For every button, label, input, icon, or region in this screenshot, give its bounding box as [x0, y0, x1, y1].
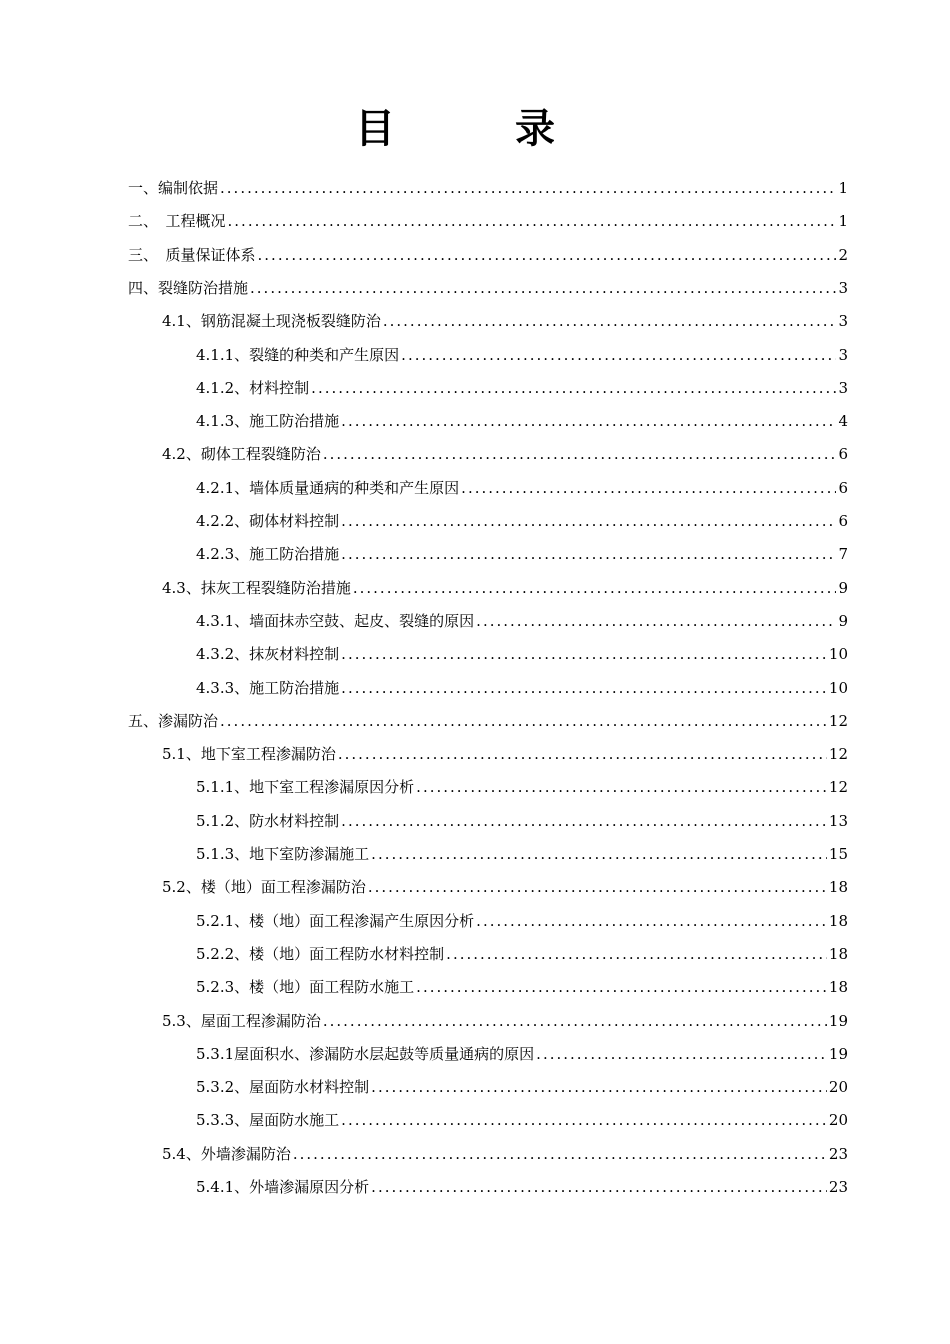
toc-entry-page-number: 7 [838, 545, 848, 564]
toc-entry[interactable] [196, 376, 848, 400]
toc-entry-page-number: 18 [828, 911, 848, 930]
toc-entry[interactable] [196, 642, 848, 666]
toc-entry[interactable] [162, 742, 848, 766]
toc-entry-label: 5.1、地下室工程渗漏防治 [162, 745, 336, 764]
toc-entry[interactable] [128, 276, 848, 300]
toc-entry-label: 5.3.1屋面积水、渗漏防水层起鼓等质量通病的原因 [196, 1044, 535, 1063]
toc-leader-dots [341, 509, 836, 533]
toc-entry[interactable] [128, 709, 848, 733]
toc-entry-label: 4.3.3、施工防治措施 [196, 678, 340, 697]
toc-entry-label: 4.3.2、抹灰材料控制 [196, 645, 340, 664]
toc-entry-label: 4.2、砌体工程裂缝防治 [162, 445, 321, 464]
toc-entry-label: 5.3.2、屋面防水材料控制 [196, 1078, 370, 1097]
toc-entry-label: 4.3、抹灰工程裂缝防治措施 [162, 578, 351, 597]
toc-entry-label: 5.2.3、楼（地）面工程防水施工 [196, 978, 415, 997]
toc-leader-dots [323, 442, 837, 466]
toc-entry[interactable] [162, 1142, 848, 1166]
toc-entry-page-number: 13 [828, 811, 848, 830]
toc-leader-dots [341, 642, 827, 666]
toc-entry-page-number: 23 [828, 1144, 848, 1163]
toc-entry-label: 5.3.3、屋面防水施工 [196, 1111, 340, 1130]
toc-entry-label: 5.1.1、地下室工程渗漏原因分析 [196, 778, 415, 797]
toc-leader-dots [416, 775, 827, 799]
toc-entry[interactable] [128, 176, 848, 200]
toc-entry[interactable] [128, 243, 848, 267]
toc-entry-page-number: 20 [828, 1111, 848, 1130]
toc-leader-dots [341, 542, 836, 566]
toc-entry[interactable] [196, 1042, 848, 1066]
toc-leader-dots [293, 1142, 827, 1166]
toc-leader-dots [476, 609, 836, 633]
toc-entry-label: 4.1.3、施工防治措施 [196, 412, 340, 431]
toc-leader-dots [338, 742, 827, 766]
toc-entry[interactable] [196, 609, 848, 633]
toc-leader-dots [371, 1175, 827, 1199]
toc-entry-label: 二、 工程概况 [128, 212, 226, 231]
toc-entry-label: 5.1.2、防水材料控制 [196, 811, 340, 830]
toc-entry-page-number: 12 [828, 745, 848, 764]
toc-leader-dots [323, 1009, 827, 1033]
toc-entry-page-number: 6 [838, 512, 848, 530]
toc-leader-dots [476, 909, 827, 933]
toc-entry-page-number: 15 [828, 845, 848, 863]
toc-entry[interactable] [196, 409, 848, 433]
toc-entry-label: 4.2.2、砌体材料控制 [196, 512, 340, 530]
toc-entry-label: 4.3.1、墙面抹赤空鼓、起皮、裂缝的原因 [196, 611, 475, 630]
toc-entry-label: 4.1、钢筋混凝土现浇板裂缝防治 [162, 312, 381, 331]
toc-entry-page-number: 18 [828, 878, 848, 897]
toc-entry-label: 5.3、屋面工程渗漏防治 [162, 1011, 321, 1030]
toc-entry-page-number: 6 [838, 478, 848, 497]
toc-leader-dots [250, 276, 836, 300]
toc-entry-label: 五、渗漏防治 [128, 711, 219, 730]
toc-entry-label: 三、 质量保证体系 [128, 245, 256, 264]
toc-entry[interactable] [196, 1075, 848, 1099]
toc-entry[interactable] [162, 442, 848, 466]
toc-entry-label: 5.4、外墙渗漏防治 [162, 1144, 291, 1163]
toc-entry[interactable] [162, 875, 848, 899]
toc-entry[interactable] [196, 975, 848, 999]
toc-entry-label: 5.4.1、外墙渗漏原因分析 [196, 1178, 370, 1196]
toc-entry[interactable] [196, 676, 848, 700]
toc-entry[interactable] [196, 343, 848, 367]
toc-entry-label: 5.1.3、地下室防渗漏施工 [196, 845, 370, 863]
toc-entry-page-number: 20 [828, 1078, 848, 1097]
page-title: 目 录 [355, 105, 595, 152]
toc-entry-page-number: 18 [828, 978, 848, 997]
toc-entry-page-number: 19 [828, 1011, 848, 1030]
toc-entry[interactable] [196, 842, 848, 866]
toc-leader-dots [311, 376, 836, 400]
toc-entry[interactable] [196, 909, 848, 933]
toc-entry[interactable] [162, 309, 848, 333]
toc-entry[interactable] [196, 1175, 848, 1199]
toc-entry-page-number: 2 [838, 245, 848, 264]
toc-entry[interactable] [196, 809, 848, 833]
toc-entry-page-number: 12 [828, 711, 848, 730]
toc-entry[interactable] [196, 509, 848, 533]
toc-entry-page-number: 4 [838, 412, 848, 431]
toc-entry[interactable] [196, 476, 848, 500]
toc-entry[interactable] [196, 942, 848, 966]
toc-entry-label: 5.2.1、楼（地）面工程渗漏产生原因分析 [196, 911, 475, 930]
toc-leader-dots [461, 476, 836, 500]
toc-leader-dots [368, 875, 827, 899]
toc-entry[interactable] [162, 1009, 848, 1033]
toc-entry-label: 4.1.1、裂缝的种类和产生原因 [196, 345, 400, 364]
toc-leader-dots [536, 1042, 827, 1066]
toc-leader-dots [353, 576, 837, 600]
toc-entry-label: 5.2.2、楼（地）面工程防水材料控制 [196, 944, 445, 963]
toc-entry[interactable] [162, 576, 848, 600]
toc-entry-page-number: 18 [828, 944, 848, 963]
toc-leader-dots [341, 676, 827, 700]
toc-entry-label: 4.2.1、墙体质量通病的种类和产生原因 [196, 478, 460, 497]
toc-entry[interactable] [196, 775, 848, 799]
toc-leader-dots [371, 842, 827, 866]
toc-leader-dots [220, 709, 827, 733]
toc-entry-page-number: 3 [838, 345, 848, 364]
toc-entry-page-number: 9 [838, 578, 848, 597]
toc-leader-dots [228, 209, 837, 233]
toc-entry-label: 4.2.3、施工防治措施 [196, 545, 340, 564]
toc-entry-page-number: 12 [828, 778, 848, 797]
toc-leader-dots [446, 942, 827, 966]
toc-entry-page-number: 10 [828, 645, 848, 664]
toc-entry-page-number: 3 [838, 378, 848, 397]
toc-leader-dots [371, 1075, 827, 1099]
toc-entry-label: 4.1.2、材料控制 [196, 378, 310, 397]
toc-entry-page-number: 6 [838, 445, 848, 464]
toc-entry-label: 5.2、楼（地）面工程渗漏防治 [162, 878, 366, 897]
toc-leader-dots [220, 176, 836, 200]
toc-entry-label: 四、裂缝防治措施 [128, 278, 249, 297]
toc-entry[interactable] [196, 542, 848, 566]
toc-entry[interactable] [196, 1108, 848, 1132]
toc-leader-dots [416, 975, 827, 999]
toc-leader-dots [383, 309, 837, 333]
toc-leader-dots [341, 1108, 827, 1132]
toc-leader-dots [341, 409, 836, 433]
toc-entry-page-number: 3 [838, 312, 848, 331]
toc-leader-dots [258, 243, 837, 267]
toc-entry-page-number: 23 [828, 1178, 848, 1196]
toc-entry-page-number: 19 [828, 1044, 848, 1063]
toc-entry-page-number: 10 [828, 678, 848, 697]
toc-entry-page-number: 9 [838, 611, 848, 630]
toc-entry-page-number: 1 [838, 179, 848, 197]
toc-entry-label: 一、编制依据 [128, 179, 219, 197]
toc-entry[interactable] [128, 209, 848, 233]
toc-entry-page-number: 3 [838, 278, 848, 297]
toc-leader-dots [341, 809, 827, 833]
toc-entry-page-number: 1 [838, 212, 848, 231]
toc-leader-dots [401, 343, 836, 367]
